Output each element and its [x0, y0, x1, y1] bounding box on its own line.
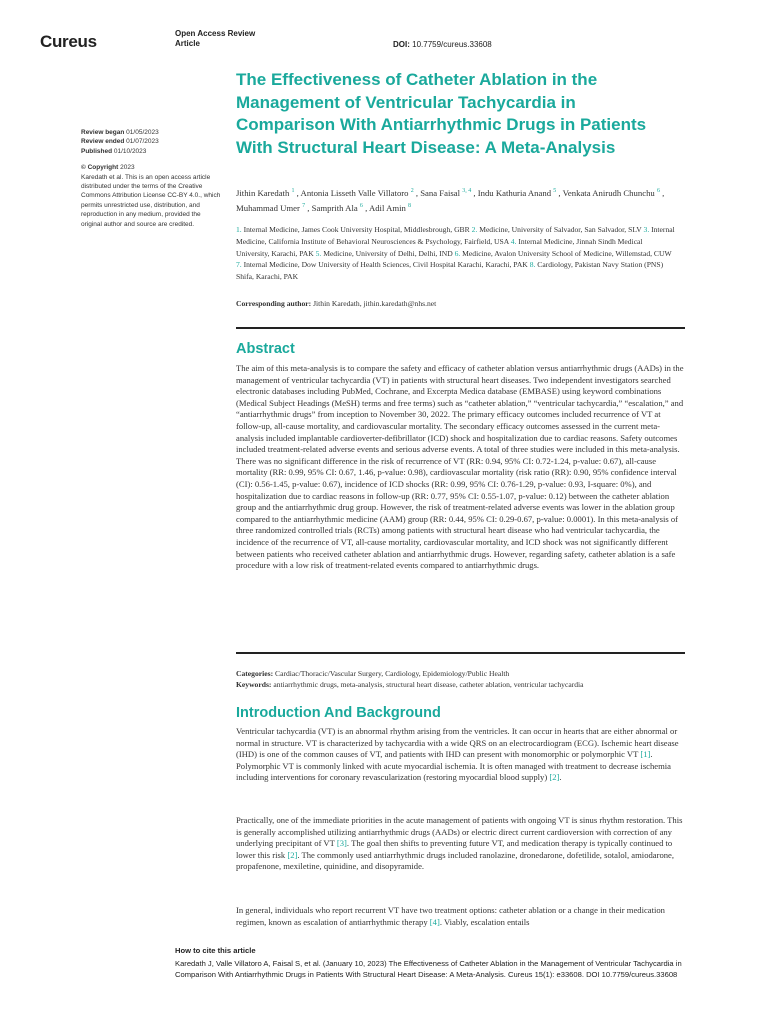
categories-keywords — [236, 668, 685, 690]
header-doi — [393, 40, 492, 49]
affiliation-number: 1. — [236, 225, 244, 234]
intro-p1-text: . — [559, 772, 562, 783]
intro-p2-text: . The goal then shifts to preventing future VT, and medication therapy is typically continued to lower this risk — [236, 838, 673, 860]
article-type — [175, 29, 255, 49]
author-name: Sana Faisal — [420, 187, 463, 198]
affiliation-number: 2. — [471, 225, 480, 234]
review-began — [81, 128, 221, 137]
intro-p1-text: Ventricular tachycardia (VT) is an abnormal rhythm arising from the ventricles. It can occur in hearts that are either abnormal or normal in structure. VT is characterized by tachycardia with a wide QRS on an electrocardiogram (ECG). Ischemic heart disease (IHD) is one of the common causes of VT, and patients with IHD can present with monomorphic or polymorphic VT — [236, 726, 679, 760]
author-affiliation-ref[interactable]: 2 — [410, 188, 414, 194]
author-name: Indu Kathuria Anand — [477, 187, 554, 198]
intro-p2-text: . The commonly used antiarrhythmic drugs included ranolazine, dronedarone, dofetilide, sotalol, amiodarone, propafenone, mexiletine, quinidine, and disopyramide. — [236, 849, 675, 872]
author-affiliation-ref[interactable]: 6 — [656, 188, 660, 194]
author-affiliation-ref[interactable]: 1 — [291, 188, 295, 194]
categories — [236, 668, 685, 679]
abstract-text: The aim of this meta-analysis is to compare the safety and efficacy of catheter ablation versus antiarrhythmic drugs (AADs) in the management of ventricular tachycardia (VT) in patients with structural heart diseases. Two independent investigators searched electronic databases including PubMed, Cochrane, and Excerpta Medica database (EMBASE) using keyword combinations (Medical Subject Headings (MeSH) terms and free terms) such as “catheter ablation,” “ventricular tachycardia,” “escalation,” and “antiarrhythmic drugs” from inception to November 30, 2022. The primary efficacy outcomes included recurrence of VT at follow-up, all-cause mortality, and cardiovascular mortality. The secondary efficacy outcomes assessed in the current meta-analysis included implantable cardioverter-defibrillator (ICD) shock and hospitalization due to cardiac reasons. Safety outcomes included treatment-related adverse events and serious adverse events. A total of three studies were included in this meta-analysis. There was no significant difference in the risk of recurrence of VT (RR: 0.94, 95% CI: 0.72-1.24, p-value: 0.67), all-cause mortality (RR: 0.99, 95% CI: 0.67, 1.46, p-value: 0.98), cardiovascular mortality (risk ratio (RR): 0.90, 95% confidence interval (CI): 0.56-1.45, p-value: 0.67), incidence of ICD shocks (RR: 0.99, 95% CI: 0.76-1.29, p-value: 0.93, I-square: 0%), and hospitalization due to cardiac reasons in follow-up (RR: 0.77, 95% CI: 0.55-1.07, p-value: 0.12) between the catheter ablation group and the antiarrhythmic drug group. However, the risk of treatment-related adverse events was lower in the ablation group compared to the antiarrhythmic medicine (AAM) group (RR: 0.44, 95% CI: 0.29-0.67, p-value: 0.0001). In this meta-analysis of three randomized controlled trials (RCTs) among patients with structural heart disease who had ventricular tachycardia, the incidence of the recurrence of VT, all-cause mortality, cardiovascular mortality, and ICD shock was not significantly different between patients who received catheter ablation and antiarrhythmic drugs. However, regarding safety, catheter ablation is a safe procedure with a low risk of treatment-related events compared to antiarrhythmic drugs. — [236, 363, 684, 571]
affiliation-number: 5. — [315, 248, 324, 258]
abstract-heading: Abstract — [236, 341, 295, 357]
review-label: Open Access Review — [175, 29, 256, 38]
author-affiliation-ref[interactable]: 8 — [408, 202, 412, 209]
corresponding-value[interactable]: Jithin Karedath, jithin.karedath@nhs.net — [313, 299, 437, 308]
citation-link[interactable]: [3] — [336, 838, 347, 849]
affiliation-number: 6. — [454, 248, 463, 258]
review-began-label: Review began — [81, 129, 125, 136]
review-began-value: 01/05/2023 — [126, 129, 159, 136]
keywords-value: antiarrhythmic drugs, meta-analysis, structural heart disease, catheter ablation, ventricular tachycardia — [273, 680, 584, 689]
author-affiliation-ref[interactable]: 5 — [553, 188, 557, 194]
intro-p2-text: Practically, one of the immediate priorities in the acute management of patients with ongoing VT is sinus rhythm restoration. This is generally accomplished utilizing antiarrhythmic drugs (AADs) or electric direct current cardioversion with correction of any underlying precipitant of VT — [236, 815, 683, 849]
citation-link[interactable]: [1] — [640, 749, 651, 760]
doi-value[interactable]: 10.7759/cureus.33608 — [412, 40, 492, 49]
affiliation-number: 8. — [529, 260, 538, 270]
author-name: Adil Amin — [368, 202, 409, 213]
published-label: Published — [81, 147, 113, 155]
article-title: The Effectiveness of Catheter Ablation in the Management of Ventricular Tachycardia in Comparison With Antiarrhythmic Drugs in Patients With Structural Heart Disease: A Meta-Analysis — [236, 70, 647, 157]
section-divider — [236, 327, 685, 329]
affiliation-text: Medicine, University of Delhi, Delhi, IND — [323, 248, 455, 258]
author-affiliation-ref[interactable]: 3, 4 — [462, 188, 472, 194]
affiliation-list — [236, 224, 676, 283]
section-divider — [236, 652, 685, 654]
published-value: 01/10/2023 — [113, 147, 147, 155]
author-affiliation-ref[interactable]: 6 — [359, 202, 363, 209]
license-text: Karedath et al. This is an open access article distributed under the terms of the Creative Commons Attribution License CC-BY 4.0., which permits unrestricted use, distribution, and reproduction in any medium, provided the original author and source are credited. — [81, 173, 221, 228]
affiliation-text: Internal Medicine, Dow University of Health Sciences, Civil Hospital Karachi, Karachi, PAK — [243, 260, 530, 270]
journal-logo: Cureus — [40, 32, 97, 51]
citation-link[interactable]: [2] — [287, 849, 298, 860]
author-affiliation-ref[interactable]: 7 — [302, 202, 306, 209]
intro-paragraph-1 — [236, 726, 685, 784]
copyright-year: 2023 — [120, 164, 135, 172]
affiliation-text: Internal Medicine, California Institute of Behavioral Neurosciences & Psychology, Fairfield, USA — [236, 225, 675, 246]
review-ended-label: Review ended — [81, 138, 125, 146]
citation-link[interactable]: [4] — [429, 916, 440, 927]
intro-paragraph-3 — [236, 905, 685, 928]
author-name: Muhammad Umer — [236, 202, 303, 213]
intro-heading: Introduction And Background — [236, 705, 441, 721]
affiliation-number: 7. — [236, 260, 244, 270]
copyright — [81, 163, 221, 172]
intro-p1-text: . Polymorphic VT is commonly linked with acute myocardial ischemia. It is often managed with treatment to decrease ischemia including interventions for coronary revascularization (restoring myocardial blood supply) — [236, 749, 671, 783]
keywords — [236, 679, 685, 690]
author-list: Jithin Karedath $^1$ , Antonia Lisseth Valle Villatoro $^2$ , Sana Faisal $^{3, 4}$ , Indu Kathuria Anand $^5$ , Venkata Anirudh Chunchu $^6$ , Muhammad Umer $^7$ , Samprith Ala $^6$ , Adil Amin $^8$ — [236, 187, 665, 213]
affiliation-text: Internal Medicine, James Cook University Hospital, Middlesbrough, GBR — [243, 225, 472, 234]
affiliation-text: Cardiology, Pakistan Navy Station (PNS) Shifa, Karachi, PAK — [236, 260, 664, 282]
intro-paragraph-2 — [236, 815, 685, 873]
intro-p3-text: In general, individuals who report recurrent VT have two treatment options: catheter ablation or a change in their medication regimen, known as escalation of antiarrhythmic therapy — [236, 905, 665, 927]
cite-text: Karedath J, Valle Villatoro A, Faisal S, et al. (January 10, 2023) The Effectiveness of Catheter Ablation in the Management of Ventricular Tachycardia in Comparison With Antiarrhythmic Drugs in Patients With Structural Heart Disease: A Meta-Analysis. Cureus 15(1): e33608. DOI 10.7759/cureus.33608 — [175, 959, 682, 979]
keywords-label: Keywords: — [236, 680, 272, 689]
affiliation-text: Internal Medicine, Jinnah Sindh Medical University, Karachi, PAK — [236, 236, 643, 258]
affiliation-number: 3. — [643, 225, 652, 234]
intro-p3-text: . Viably, escalation entails — [439, 916, 530, 927]
cite-heading: How to cite this article — [175, 946, 256, 955]
author-name: Samprith Ala — [311, 202, 360, 213]
article-meta-sidebar — [81, 128, 221, 229]
corresponding-author — [236, 299, 676, 308]
affiliation-text: Medicine, University of Salvador, San Salvador, SLV — [479, 225, 644, 234]
review-ended — [81, 137, 221, 146]
review-ended-value: 01/07/2023 — [126, 138, 159, 146]
article-label: Article — [175, 39, 200, 48]
copyright-label: © Copyright — [81, 164, 119, 172]
author-name: Jithin Karedath — [236, 187, 292, 198]
doi-label: DOI: — [393, 40, 410, 49]
categories-label: Categories: — [236, 669, 274, 678]
categories-value: Cardiac/Thoracic/Vascular Surgery, Cardiology, Epidemiology/Public Health — [275, 669, 510, 678]
corresponding-label: Corresponding author: — [236, 299, 312, 308]
author-name: Antonia Lisseth Valle Villatoro — [300, 187, 411, 198]
citation-link[interactable]: [2] — [549, 772, 560, 783]
author-name: Venkata Anirudh Chunchu — [562, 187, 657, 198]
published — [81, 147, 221, 156]
affiliation-number: 4. — [510, 236, 519, 246]
affiliation-text: Medicine, Avalon University School of Medicine, Willemstad, CUW — [462, 248, 672, 258]
